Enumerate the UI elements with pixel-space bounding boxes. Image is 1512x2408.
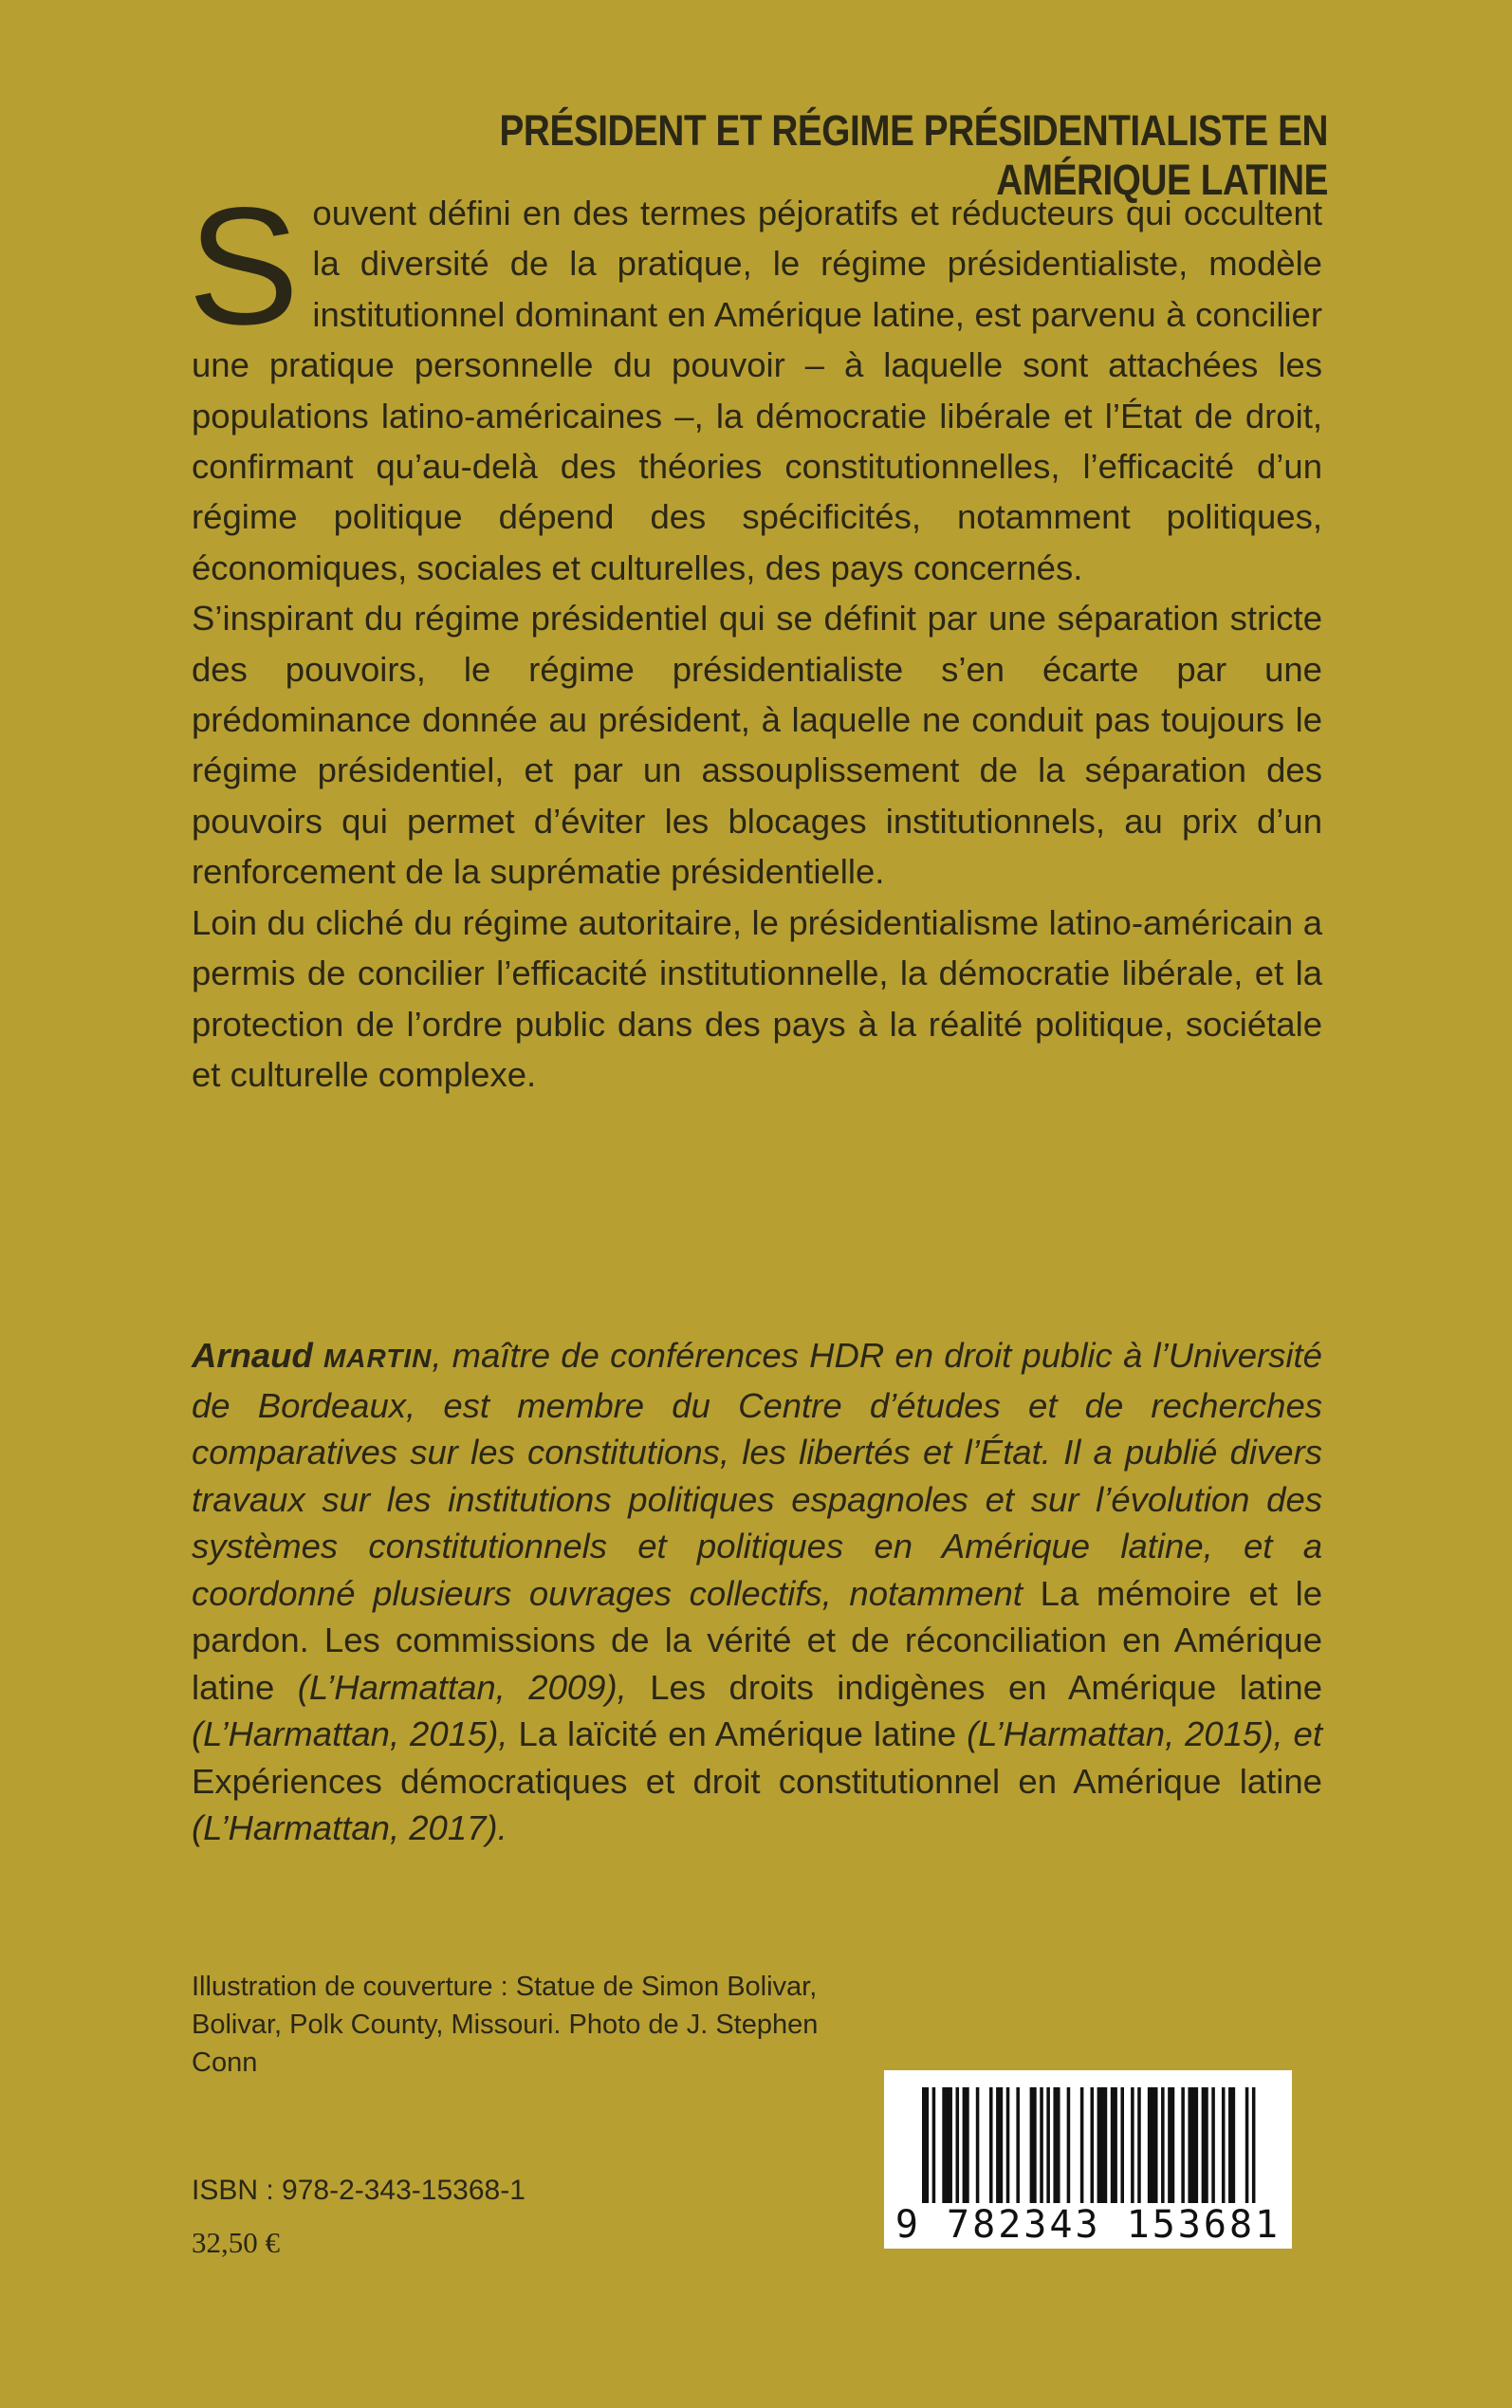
barcode-bar	[1120, 2087, 1124, 2203]
barcode-bar	[1091, 2087, 1095, 2203]
barcode-bar	[1168, 2087, 1174, 2203]
book-title-3: La laïcité en Amérique latine	[518, 1714, 957, 1753]
book-title-4: Expériences démocratiques et droit constitutionnel en Amérique latine	[192, 1761, 1322, 1801]
cover-illustration-credit: Illustration de couverture : Statue de Simon Bolivar, Bolivar, Polk County, Missouri. Photo de J. Stephen Conn	[192, 1972, 819, 2078]
publisher-1: (L’Harmattan, 2009),	[274, 1667, 651, 1707]
barcode-bar	[1148, 2087, 1158, 2203]
author-bio-text: , maître de conférences HDR en droit public à l’Université de Bordeaux, est membre du Centre d’études et de recherches comparatives sur les constitutions, les libertés et l’État. Il a publié divers travaux sur les institutions politiques espagnoles et sur l’évolution des systèmes constitutionnels et politiques en Amérique latine, et a coordonné plusieurs ouvrages collectifs, notamment	[192, 1336, 1322, 1613]
author-last-name: MARTIN	[323, 1343, 433, 1373]
summary-paragraph-2: S’inspirant du régime présidentiel qui se définit par une séparation stricte des pouvoirs, le régime présidentialiste s’en écarte par une prédominance donnée au président, à laquelle ne conduit pas toujours le régime présidentiel, et par un assouplissement de la séparation des pouvoirs qui permet d’éviter les blocages institutionnels, au prix d’un renforcement de la suprématie présidentielle.	[192, 599, 1322, 892]
barcode-bar	[1188, 2087, 1198, 2203]
barcode	[884, 2070, 1292, 2249]
barcode-bar	[1053, 2087, 1060, 2203]
barcode-bar	[1222, 2087, 1226, 2203]
author-first-name: Arnaud	[192, 1336, 323, 1375]
barcode-bar	[976, 2087, 980, 2203]
barcode-bar	[1161, 2087, 1165, 2203]
barcode-bar	[1046, 2087, 1050, 2203]
book-title: PRÉSIDENT ET RÉGIME PRÉSIDENTIALISTE EN AMÉRIQUE LATINE	[499, 106, 1328, 204]
barcode-bar	[1211, 2087, 1215, 2203]
barcode-bar	[1040, 2087, 1043, 2203]
barcode-bar	[1137, 2087, 1141, 2203]
barcode-bar	[932, 2087, 936, 2203]
barcode-bar	[942, 2087, 952, 2203]
book-title-2: Les droits indigènes en Amérique latine	[650, 1667, 1322, 1707]
barcode-bar	[1097, 2087, 1108, 2203]
barcode-bar	[1111, 2087, 1117, 2203]
barcode-bar	[996, 2087, 1003, 2203]
author-bio	[192, 1332, 1322, 1852]
barcode-bar	[1131, 2087, 1134, 2203]
summary-paragraph-3: Loin du cliché du régime autoritaire, le présidentialisme latino-américain a permis de concilier l’efficacité institutionnelle, la démocratie libérale, et la protection de l’ordre public dans des pays à la réalité politique, sociétale et culturelle complexe.	[192, 902, 1322, 1094]
barcode-bar	[1067, 2087, 1071, 2203]
barcode-bar	[1228, 2087, 1235, 2203]
isbn: ISBN : 978-2-343-15368-1	[192, 2175, 526, 2206]
barcode-bar	[963, 2087, 969, 2203]
summary	[188, 174, 1322, 1100]
barcode-bar	[1006, 2087, 1010, 2203]
book-title-1: La mémoire et le pardon. Les commissions de la vérité et de réconciliation en Amérique latine	[192, 1573, 1322, 1707]
publisher-4: (L’Harmattan, 2017).	[192, 1808, 507, 1847]
barcode-bar	[1016, 2087, 1020, 2203]
barcode-bar	[989, 2087, 993, 2203]
barcode-bar	[1181, 2087, 1185, 2203]
publisher-3: (L’Harmattan, 2015), et	[956, 1714, 1322, 1753]
barcode-digits: 9 782343 153681	[894, 2203, 1282, 2247]
barcode-bar	[1252, 2087, 1256, 2203]
barcode-bar	[922, 2087, 929, 2203]
barcode-bar	[1030, 2087, 1037, 2203]
publisher-2: (L’Harmattan, 2015),	[192, 1714, 519, 1753]
summary-paragraph-1	[188, 174, 1322, 593]
summary-paragraph-1-text: ouvent défini en des termes péjoratifs et réducteurs qui occultent la diversité de la pratique, le régime présidentialiste, modèle institutionnel dominant en Amérique latine, est parvenu à concilier une pratique personnelle du pouvoir – à laquelle sont attachées les populations latino-américaines –, la démocratie libérale et l’État de droit, confirmant qu’au-delà des théories constitutionnelles, l’efficacité d’un régime politique dépend des spécificités, notamment politiques, économiques, sociales et culturelles, des pays concernés.	[192, 194, 1322, 587]
price: 32,50 €	[192, 2226, 280, 2259]
barcode-bar	[1202, 2087, 1208, 2203]
barcode-bar	[1245, 2087, 1249, 2203]
barcode-bar	[956, 2087, 960, 2203]
barcode-bar	[1080, 2087, 1084, 2203]
drop-cap: S	[188, 174, 300, 360]
